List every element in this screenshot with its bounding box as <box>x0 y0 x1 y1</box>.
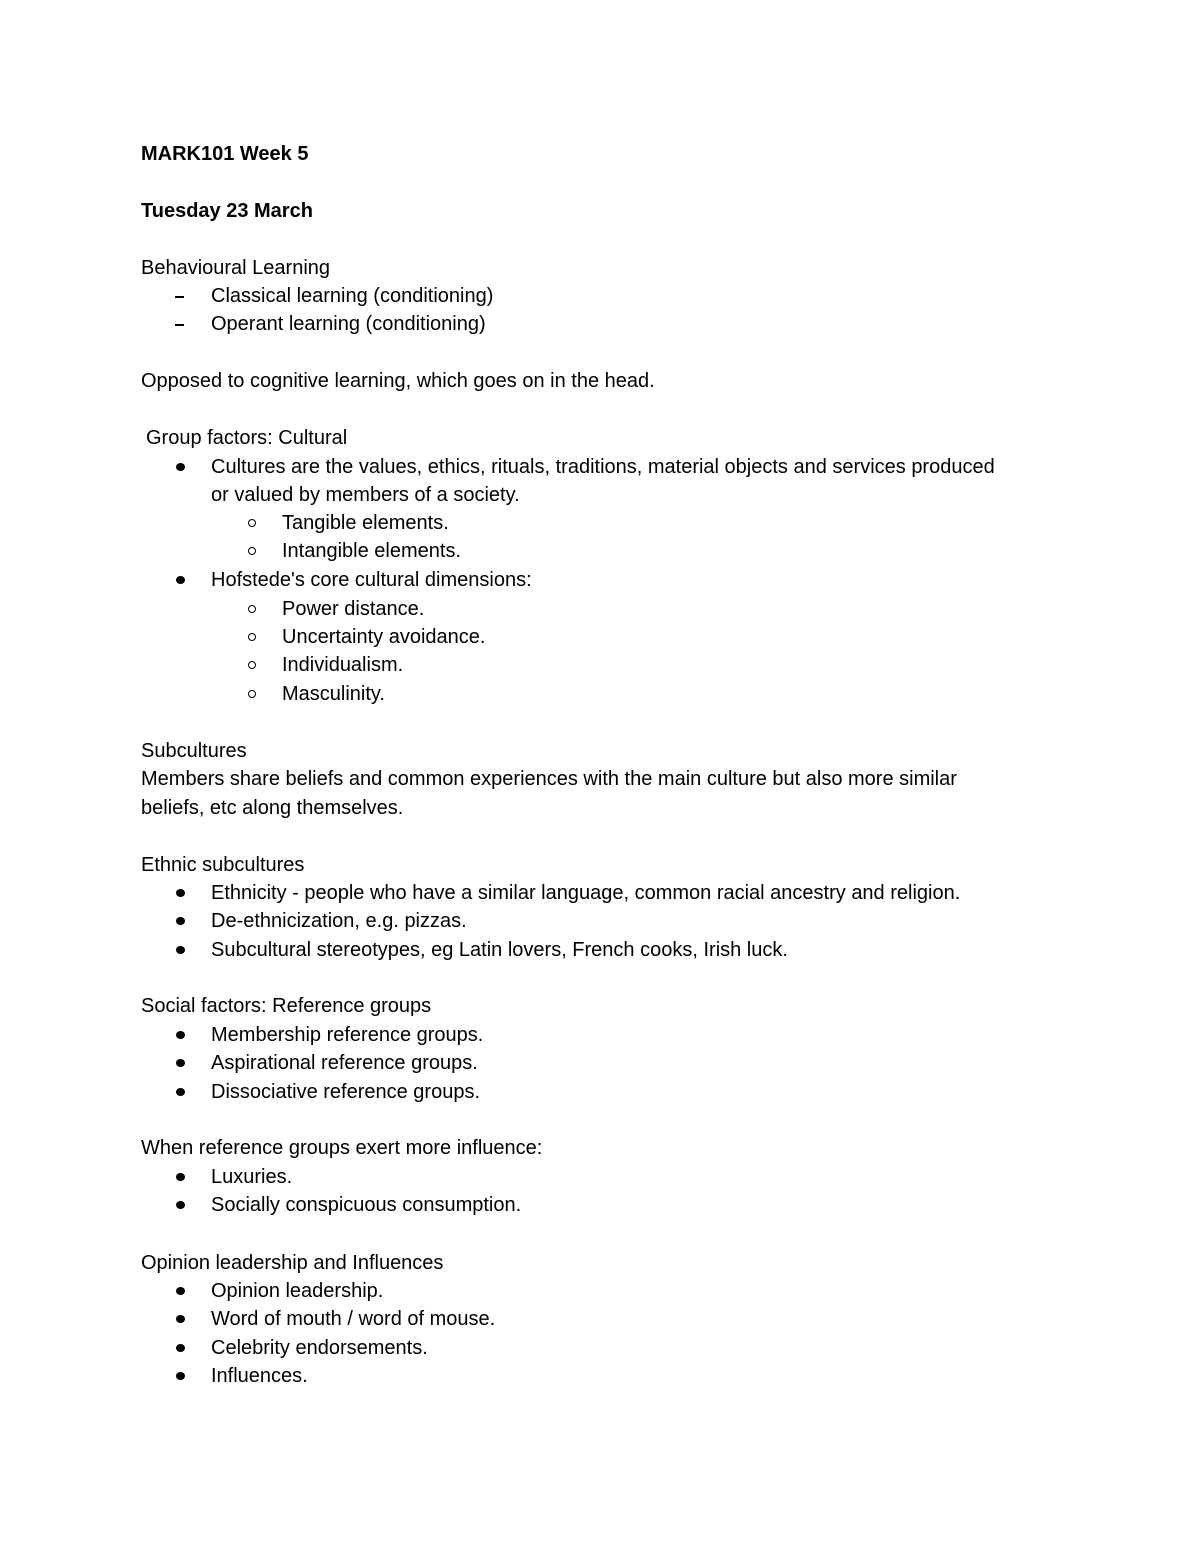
list-item: Ethnicity - people who have a similar language, common racial ancestry and religion. <box>211 882 961 904</box>
sub-list-item: Uncertainty avoidance. <box>282 626 486 648</box>
list-item: Classical learning (conditioning) <box>211 285 494 307</box>
sub-bullet-marker <box>248 661 256 669</box>
list-item: Hofstede's core cultural dimensions: <box>211 569 532 591</box>
sub-bullet-marker <box>248 690 256 698</box>
opinion-heading: Opinion leadership and Influences <box>141 1252 444 1274</box>
sub-list-item: Individualism. <box>282 654 404 676</box>
bullet-marker <box>176 946 185 954</box>
dash-marker <box>175 324 184 326</box>
bullet-marker <box>176 1031 185 1039</box>
list-item: Celebrity endorsements. <box>211 1337 428 1359</box>
sub-list-item: Tangible elements. <box>282 512 449 534</box>
list-item: Word of mouth / word of mouse. <box>211 1308 496 1330</box>
list-item: Socially conspicuous consumption. <box>211 1194 522 1216</box>
bullet-marker <box>176 576 185 584</box>
bullet-marker <box>176 1059 185 1067</box>
list-item: Subcultural stereotypes, eg Latin lovers, French cooks, Irish luck. <box>211 939 788 961</box>
bullet-marker <box>176 1173 185 1181</box>
list-item: De-ethnicization, e.g. pizzas. <box>211 910 467 932</box>
bullet-marker <box>176 1344 185 1352</box>
bullet-marker <box>176 1372 185 1380</box>
sub-bullet-marker <box>248 605 256 613</box>
bullet-marker <box>176 1315 185 1323</box>
date-heading: Tuesday 23 March <box>141 200 313 222</box>
sub-bullet-marker <box>248 547 256 555</box>
list-item: Aspirational reference groups. <box>211 1052 478 1074</box>
list-item: Luxuries. <box>211 1166 293 1188</box>
sub-list-item: Masculinity. <box>282 683 385 705</box>
document-title: MARK101 Week 5 <box>141 143 309 165</box>
bullet-marker <box>176 889 185 897</box>
subcultures-heading: Subcultures <box>141 740 247 762</box>
list-item: Opinion leadership. <box>211 1280 384 1302</box>
social-heading: Social factors: Reference groups <box>141 995 432 1017</box>
sub-bullet-marker <box>248 633 256 641</box>
dash-marker <box>175 296 184 298</box>
group-factors-heading: Group factors: Cultural <box>146 427 348 449</box>
list-item: Operant learning (conditioning) <box>211 313 486 335</box>
list-item: Cultures are the values, ethics, rituals, traditions, material objects and services produced <box>211 456 995 478</box>
bullet-marker <box>176 917 185 925</box>
bullet-marker <box>176 1088 185 1096</box>
sub-list-item: Power distance. <box>282 598 425 620</box>
bullet-marker <box>176 463 185 471</box>
ethnic-heading: Ethnic subcultures <box>141 854 305 876</box>
list-item: Membership reference groups. <box>211 1024 484 1046</box>
list-item: Dissociative reference groups. <box>211 1081 481 1103</box>
sub-list-item: Intangible elements. <box>282 540 462 562</box>
subcultures-text: Members share beliefs and common experiences with the main culture but also more similar <box>141 768 957 790</box>
sub-bullet-marker <box>248 519 256 527</box>
subcultures-text: beliefs, etc along themselves. <box>141 797 404 819</box>
cognitive-note: Opposed to cognitive learning, which goes on in the head. <box>141 370 655 392</box>
bullet-marker <box>176 1201 185 1209</box>
behavioural-heading: Behavioural Learning <box>141 257 331 279</box>
influence-heading: When reference groups exert more influence: <box>141 1137 543 1159</box>
list-item-continuation: or valued by members of a society. <box>211 484 520 506</box>
bullet-marker <box>176 1287 185 1295</box>
list-item: Influences. <box>211 1365 308 1387</box>
